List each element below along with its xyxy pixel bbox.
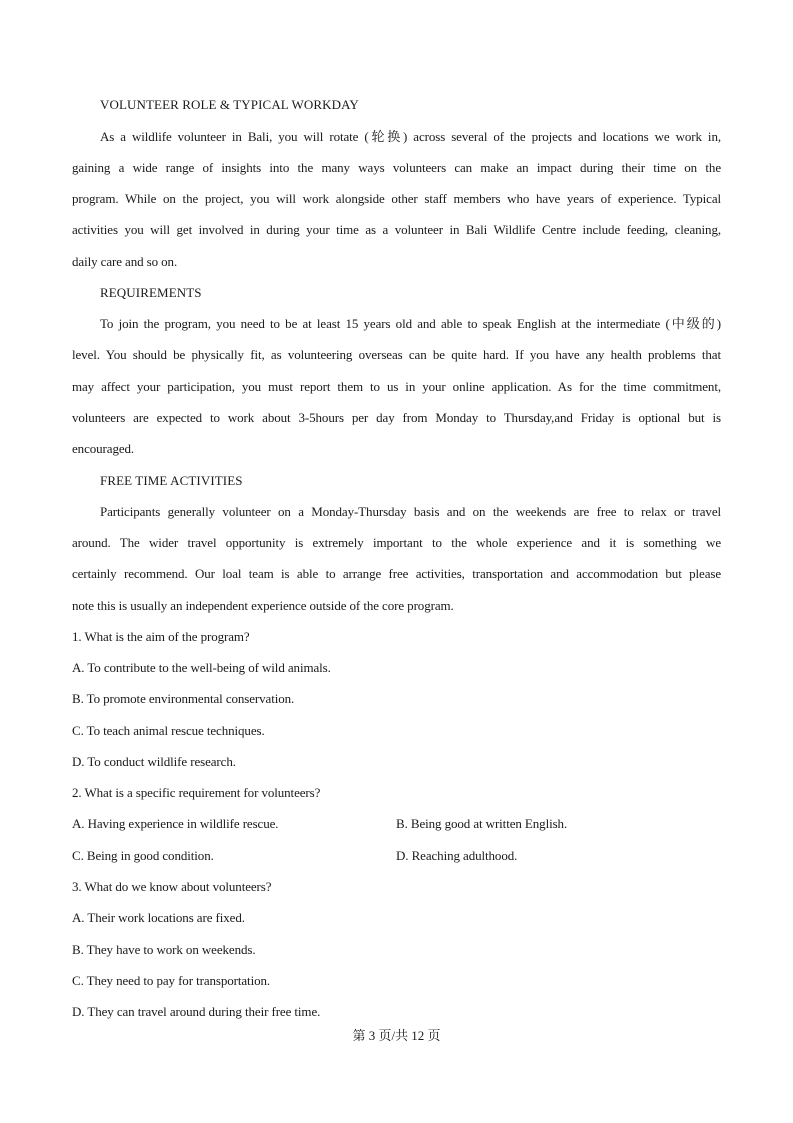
question-option: B. Being good at written English. [396,816,568,831]
page-footer: 第 3 页/共 12 页 [352,1028,441,1043]
paragraph-line: certainly recommend. Our loal team is able to arrange free activities, transportation and accommodation but please [72,566,721,581]
paragraph-line: daily care and so on. [72,254,178,269]
paragraph-line: gaining a wide range of insights into the many ways volunteers can make an impact during their time on the [72,160,721,175]
paragraph-line: To join the program, you need to be at least 15 years old and able to speak English at the intermediate (中级的) [100,316,721,331]
question-option: A. Their work locations are fixed. [72,910,245,925]
paragraph-line: encouraged. [72,441,135,456]
paragraph-line: program. While on the project, you will work alongside other staff members who have years of experience. Typical [72,191,721,206]
paragraph-line: Participants generally volunteer on a Monday-Thursday basis and on the weekends are free to relax or travel [100,504,721,519]
question-option: C. To teach animal rescue techniques. [72,723,265,738]
paragraph-line: around. The wider travel opportunity is extremely important to the whole experience and it is something we [72,535,721,550]
paragraph-line: note this is usually an independent experience outside of the core program. [72,598,454,613]
question-stem: 3. What do we know about volunteers? [72,879,272,894]
question-stem: 2. What is a specific requirement for volunteers? [72,785,321,800]
section-heading-requirements: REQUIREMENTS [100,285,202,300]
question-option: B. To promote environmental conservation. [72,691,295,706]
question-option: D. Reaching adulthood. [396,848,518,863]
paragraph-line: may affect your participation, you must report them to us in your online application. As for the time commitment, [72,379,721,394]
question-option: A. Having experience in wildlife rescue. [72,816,279,831]
section-heading-role: VOLUNTEER ROLE & TYPICAL WORKDAY [100,97,359,112]
question-option: C. Being in good condition. [72,848,214,863]
question-option: A. To contribute to the well-being of wild animals. [72,660,331,675]
paragraph-line: level. You should be physically fit, as volunteering overseas can be quite hard. If you have any health problems that [72,347,721,362]
question-option: D. They can travel around during their free time. [72,1004,321,1019]
question-option: C. They need to pay for transportation. [72,973,271,988]
question-option: D. To conduct wildlife research. [72,754,236,769]
paragraph-line: volunteers are expected to work about 3-5hours per day from Monday to Thursday,and Friday is optional but is [72,410,721,425]
section-heading-free-time: FREE TIME ACTIVITIES [100,473,243,488]
paragraph-line: As a wildlife volunteer in Bali, you will rotate (轮换) across several of the projects and locations we work in, [100,129,721,144]
question-stem: 1. What is the aim of the program? [72,629,250,644]
paragraph-line: activities you will get involved in during your time as a volunteer in Bali Wildlife Centre include feeding, cleaning, [72,222,721,237]
question-option: B. They have to work on weekends. [72,942,256,957]
